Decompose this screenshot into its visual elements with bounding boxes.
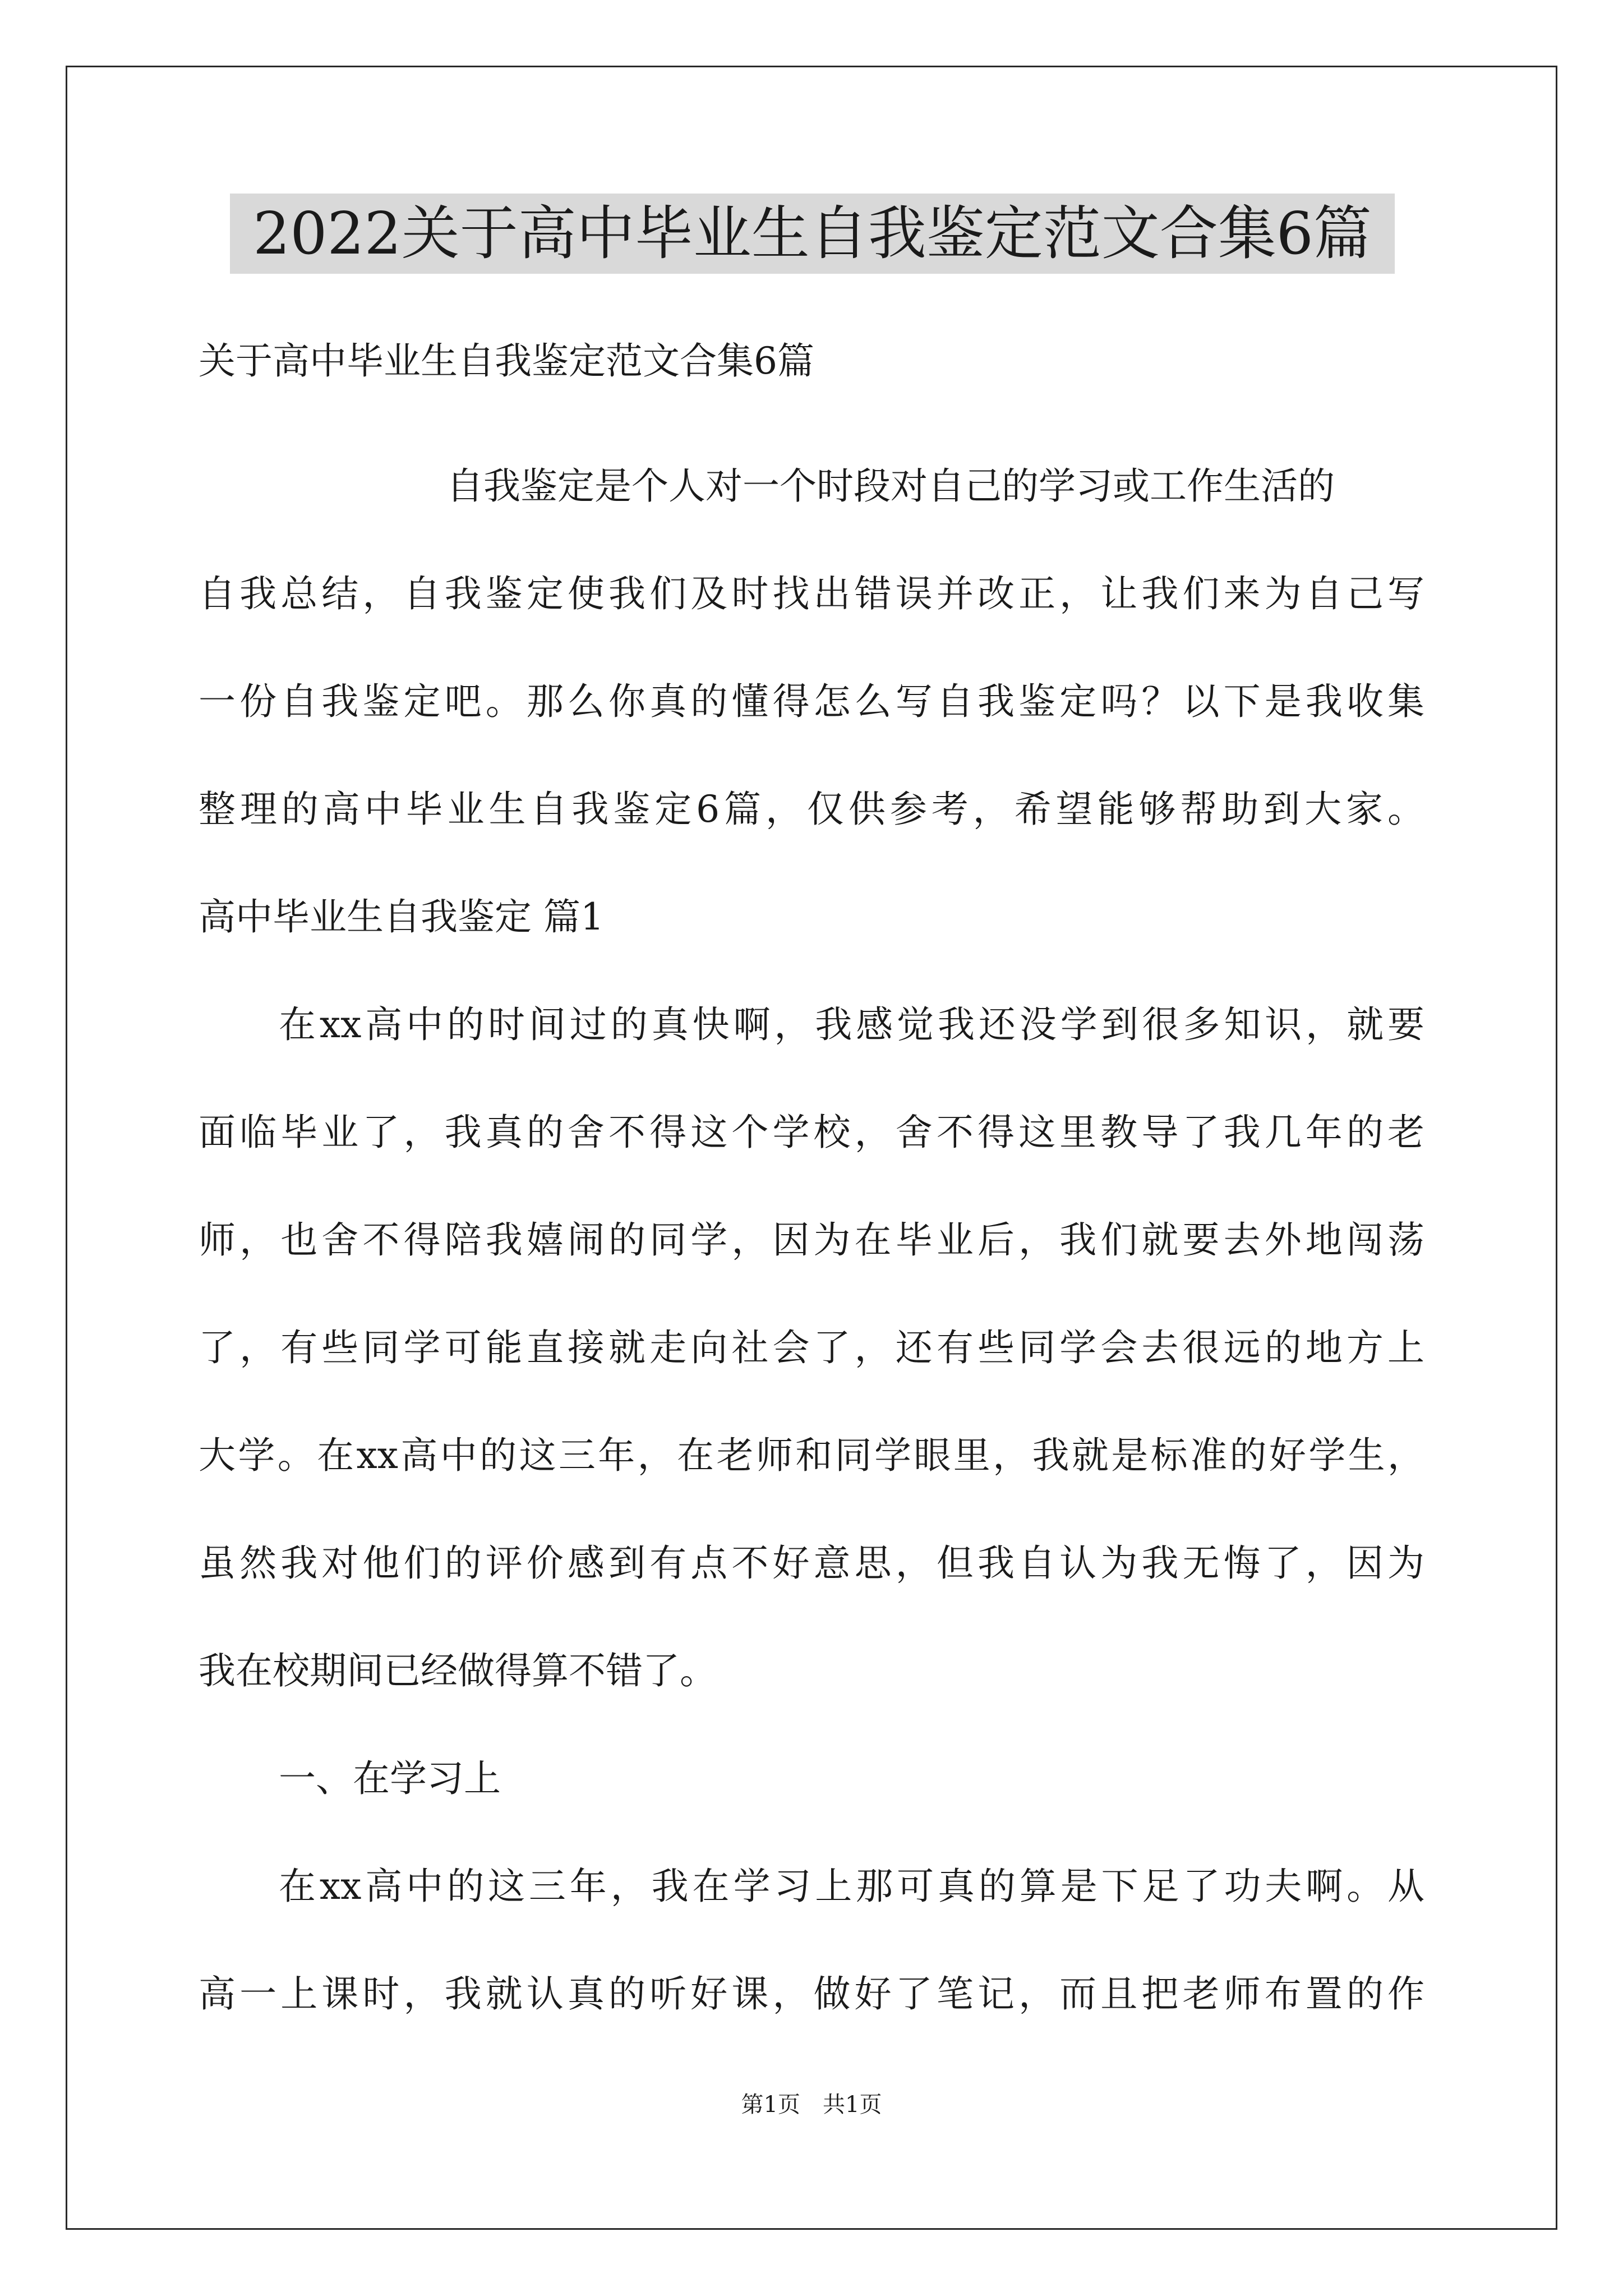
intro-paragraph-line-4: 整理的高中毕业生自我鉴定6篇，仅供参考，希望能够帮助到大家。 bbox=[199, 788, 1424, 831]
intro-paragraph-line-2: 自我总结，自我鉴定使我们及时找出错误并改正，让我们来为自己写 bbox=[199, 572, 1424, 615]
body-paragraph-line-6: 虽然我对他们的评价感到有点不好意思，但我自认为我无悔了，因为 bbox=[199, 1542, 1424, 1585]
document-title: 2022关于高中毕业生自我鉴定范文合集6篇 bbox=[230, 194, 1395, 274]
body-paragraph-line-3: 师，也舍不得陪我嬉闹的同学，因为在毕业后，我们就要去外地闯荡 bbox=[199, 1218, 1424, 1262]
study-paragraph-line-1: 在xx高中的这三年，我在学习上那可真的算是下足了功夫啊。从 bbox=[279, 1865, 1424, 1908]
body-paragraph-line-4: 了，有些同学可能直接就走向社会了，还有些同学会去很远的地方上 bbox=[199, 1326, 1424, 1369]
page-footer: 第1页 共1页 bbox=[741, 2092, 882, 2118]
subtitle-line: 关于高中毕业生自我鉴定范文合集6篇 bbox=[199, 339, 814, 383]
body-paragraph-line-1: 在xx高中的时间过的真快啊，我感觉我还没学到很多知识，就要 bbox=[279, 1003, 1424, 1046]
intro-paragraph-line-3: 一份自我鉴定吧。那么你真的懂得怎么写自我鉴定吗？以下是我收集 bbox=[199, 680, 1424, 723]
intro-paragraph-line-1: 自我鉴定是个人对一个时段对自己的学习或工作生活的 bbox=[446, 464, 1335, 508]
section-heading-1: 高中毕业生自我鉴定 篇1 bbox=[199, 895, 604, 938]
study-paragraph-line-2: 高一上课时，我就认真的听好课，做好了笔记，而且把老师布置的作 bbox=[199, 1972, 1424, 2016]
body-paragraph-line-7: 我在校期间已经做得算不错了。 bbox=[199, 1649, 717, 1692]
body-paragraph-line-2: 面临毕业了，我真的舍不得这个学校，舍不得这里教导了我几年的老 bbox=[199, 1111, 1424, 1154]
subsection-heading-study: 一、在学习上 bbox=[279, 1757, 501, 1800]
body-paragraph-line-5: 大学。在xx高中的这三年，在老师和同学眼里，我就是标准的好学生， bbox=[199, 1434, 1424, 1477]
